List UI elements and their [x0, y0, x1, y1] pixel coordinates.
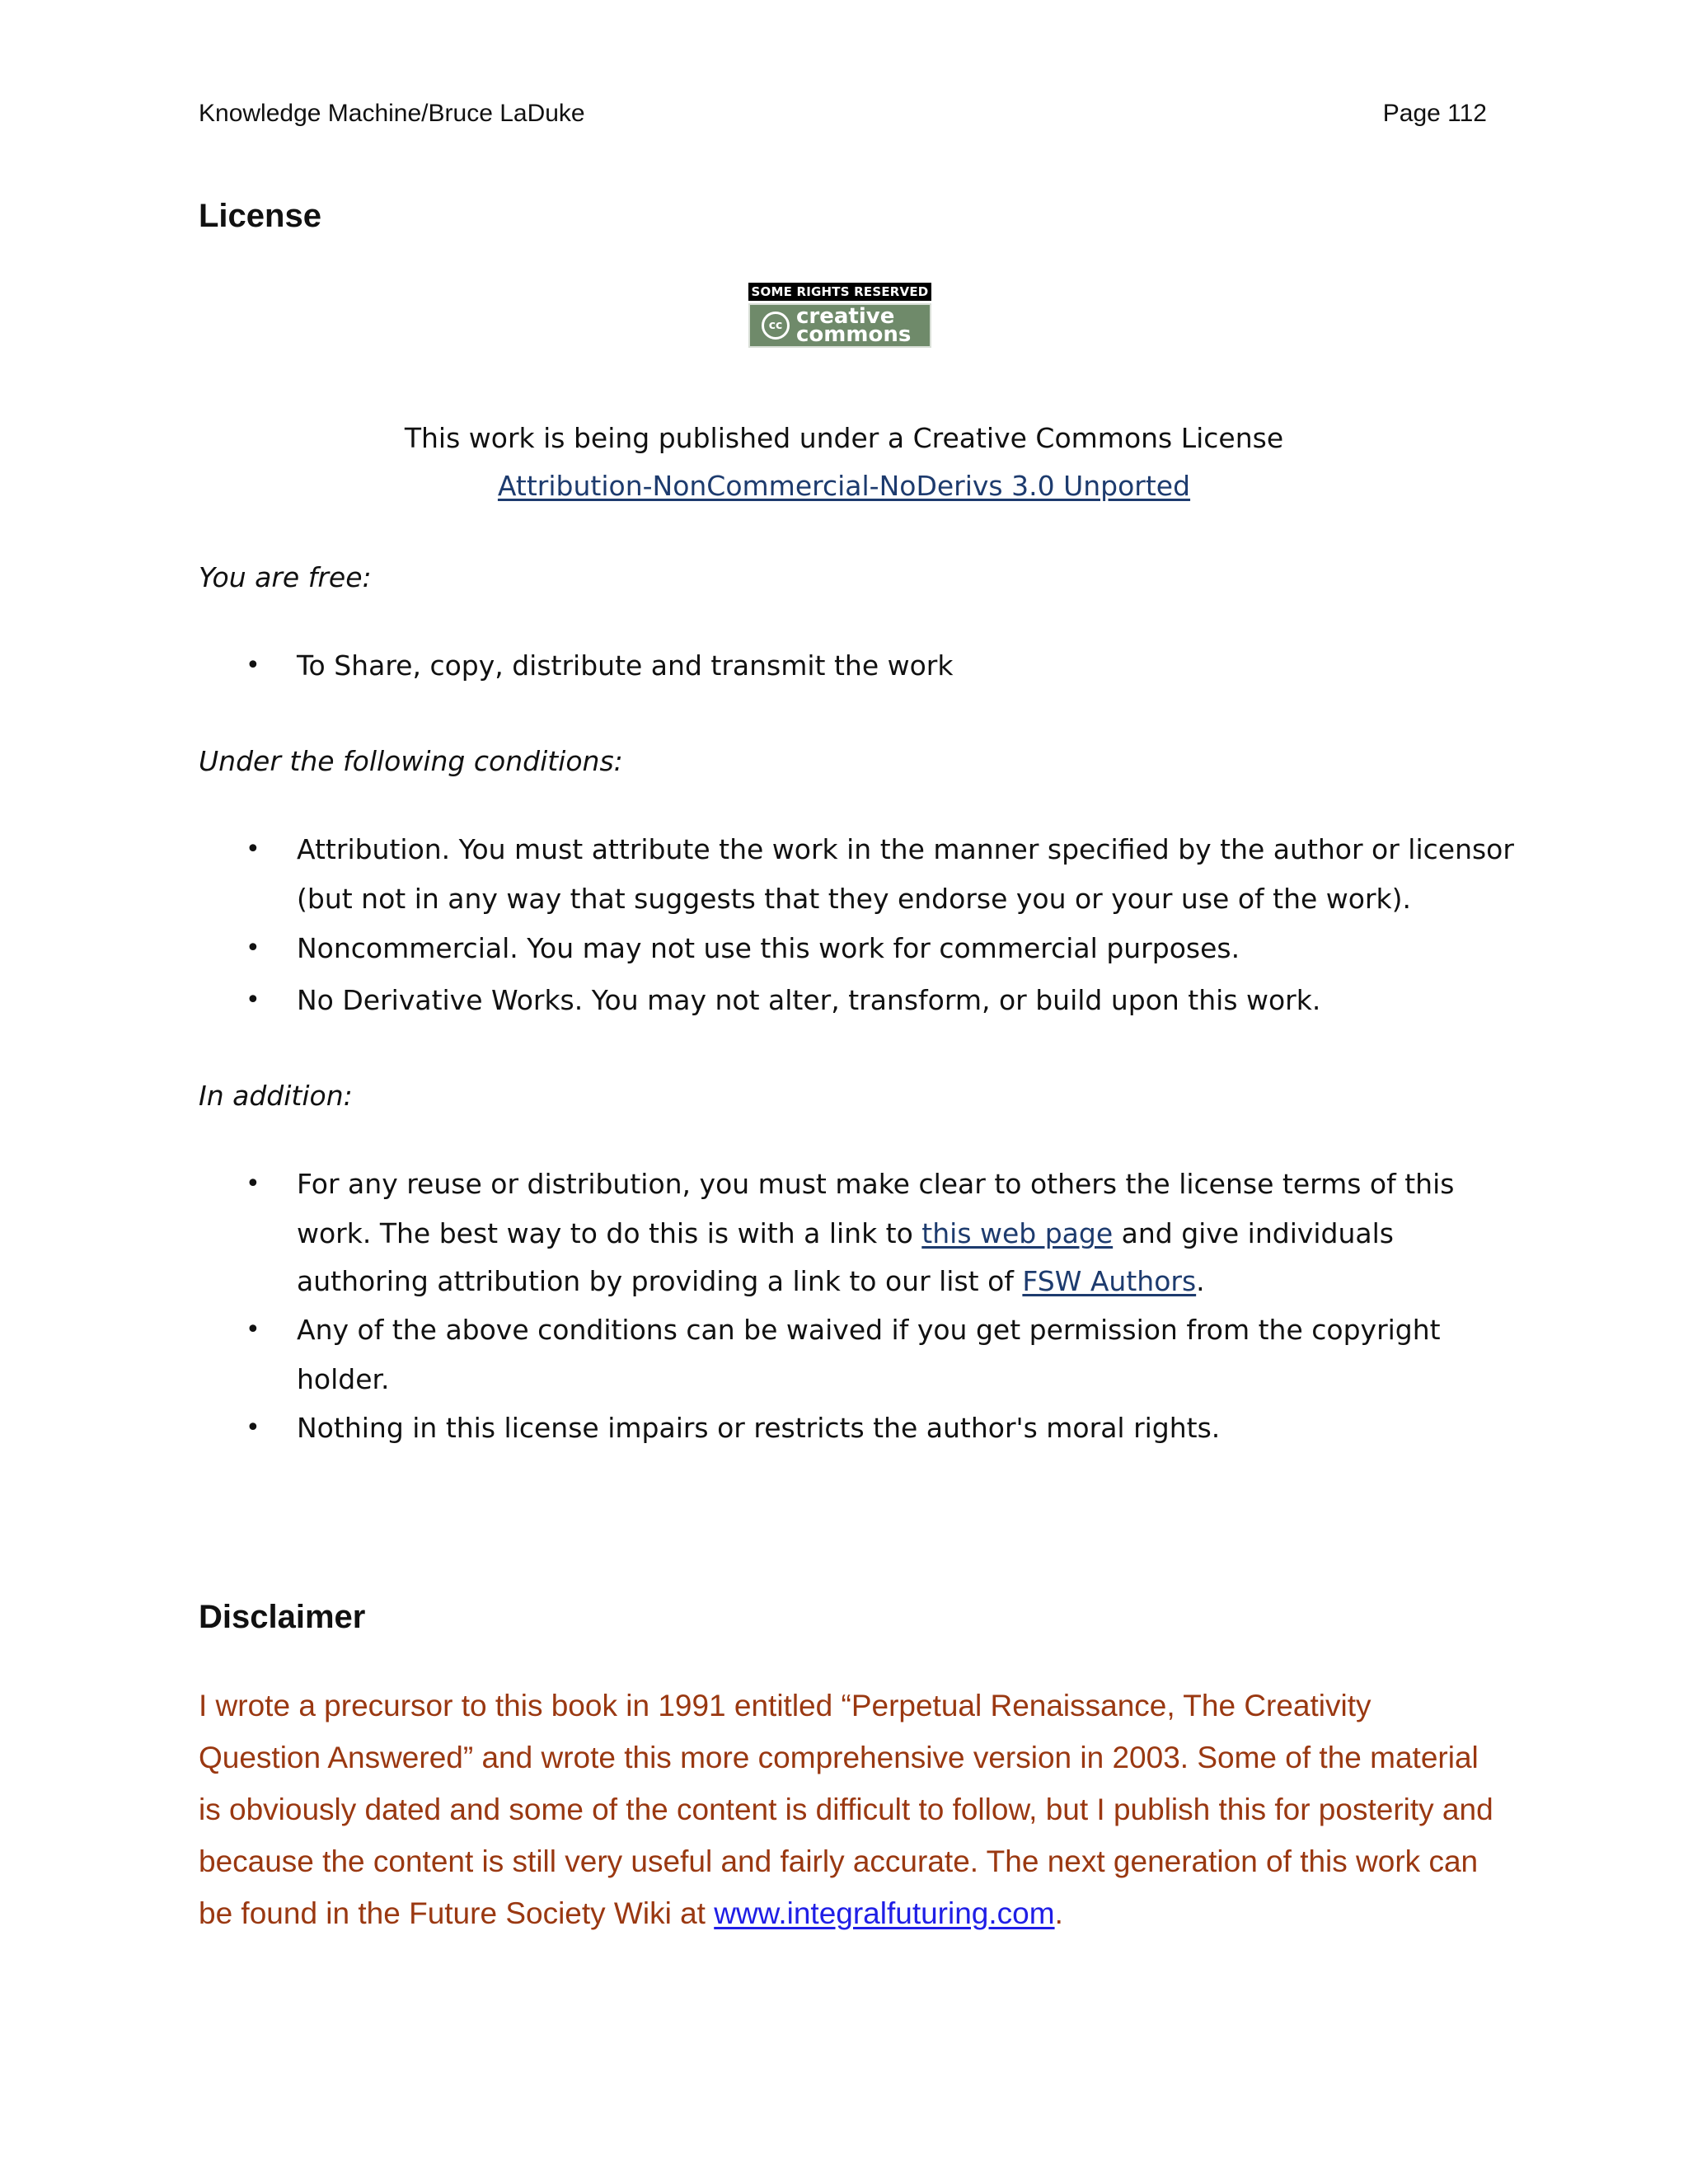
- conditions-label: Under the following conditions:: [199, 745, 623, 777]
- badge-word-commons: commons: [796, 322, 912, 347]
- disclaimer-line5-tail: .: [1054, 1896, 1063, 1930]
- free-label: You are free:: [199, 561, 372, 593]
- integralfuturing-link[interactable]: www.integralfuturing.com: [714, 1896, 1055, 1930]
- disclaimer-line2: Question Answered” and wrote this more comprehensive version in 2003. Some of the material: [199, 1741, 1479, 1774]
- addition-waive-line1: Any of the above conditions can be waived if you get permission from the copyright: [297, 1314, 1441, 1346]
- bullet-icon: •: [246, 934, 260, 963]
- bullet-icon: •: [246, 986, 260, 1015]
- bullet-icon: •: [246, 835, 260, 864]
- condition-attribution-line2: (but not in any way that suggests that they endorse you or your use of the work).: [297, 883, 1412, 915]
- condition-noncommercial: Noncommercial. You may not use this work for commercial purposes.: [297, 932, 1240, 964]
- fsw-authors-link[interactable]: FSW Authors: [1022, 1265, 1197, 1297]
- bullet-icon: •: [246, 651, 260, 680]
- license-intro: This work is being published under a Creative Commons License: [404, 422, 1284, 454]
- disclaimer-line5: [199, 1894, 1063, 1933]
- bullet-icon: •: [246, 1413, 260, 1442]
- reuse-line3-text: authoring attribution by providing a link to our list of: [297, 1265, 1023, 1297]
- disclaimer-line5-text: be found in the Future Society Wiki at: [199, 1896, 715, 1930]
- disclaimer-line3: is obviously dated and some of the content is difficult to follow, but I publish this for posterity and: [199, 1793, 1493, 1826]
- addition-reuse-line2: [297, 1217, 1394, 1250]
- license-link-row: [0, 470, 1688, 503]
- badge-logo-panel: [748, 303, 931, 348]
- license-link[interactable]: Attribution-NonCommercial-NoDerivs 3.0 Unported: [497, 470, 1191, 502]
- creative-commons-badge: [748, 283, 931, 348]
- page-number: Page 112: [1382, 100, 1487, 127]
- addition-reuse-line3: [297, 1265, 1205, 1298]
- reuse-line2-tail: and give individuals: [1113, 1217, 1395, 1249]
- addition-reuse-line1: For any reuse or distribution, you must make clear to others the license terms of this: [297, 1168, 1455, 1200]
- reuse-line2-text: work. The best way to do this is with a link to: [297, 1217, 922, 1249]
- reuse-line3-tail: .: [1196, 1265, 1205, 1297]
- addition-label: In addition:: [199, 1080, 353, 1112]
- bullet-icon: •: [246, 1315, 260, 1344]
- this-web-page-link[interactable]: this web page: [921, 1217, 1114, 1249]
- disclaimer-line4: because the content is still very useful and fairly accurate. The next generation of this work can: [199, 1844, 1479, 1878]
- disclaimer-heading: Disclaimer: [199, 1599, 366, 1635]
- addition-moral: Nothing in this license impairs or restricts the author's moral rights.: [297, 1412, 1221, 1444]
- badge-word-creative: creative: [796, 304, 895, 329]
- addition-waive-line2: holder.: [297, 1363, 390, 1395]
- disclaimer-line1: I wrote a precursor to this book in 1991 entitled “Perpetual Renaissance, The Creativity: [199, 1689, 1372, 1722]
- cc-icon: cc: [762, 312, 790, 340]
- badge-some-rights-reserved: SOME RIGHTS RESERVED: [748, 283, 931, 301]
- condition-noderiv: No Derivative Works. You may not alter, transform, or build upon this work.: [297, 984, 1321, 1016]
- condition-attribution-line1: Attribution. You must attribute the work in the manner specified by the author or licensor: [297, 833, 1514, 865]
- running-header-title: Knowledge Machine/Bruce LaDuke: [199, 100, 585, 127]
- free-item-share: To Share, copy, distribute and transmit the work: [297, 649, 954, 682]
- license-heading: License: [199, 198, 321, 234]
- bullet-icon: •: [246, 1169, 260, 1198]
